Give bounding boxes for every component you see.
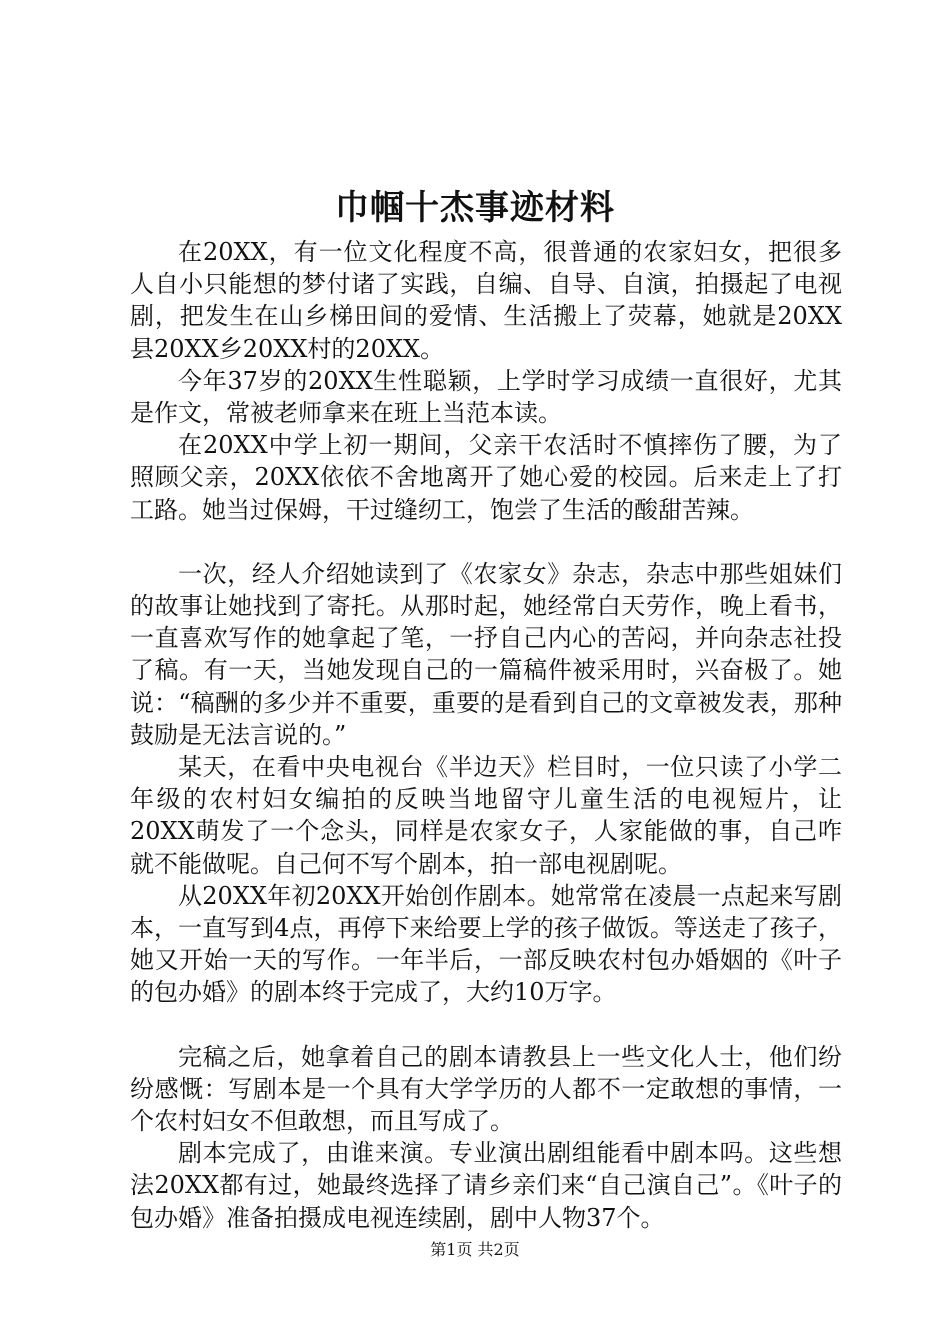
paragraph: 今年37岁的20XX生性聪颖，上学时学习成绩一直很好，尤其是作文，常被老师拿来在班上当范本读。 <box>130 366 842 428</box>
paragraph: 在20XX，有一位文化程度不高，很普通的农家妇女，把很多人自小只能想的梦付诸了实践，自编、自导、自演，拍摄起了电视剧，把发生在山乡梯田间的爱情、生活搬上了荧幕，她就是20XX县20XX乡20XX村的20XX。 <box>130 238 842 363</box>
paragraph: 从20XX年初20XX开始创作剧本。她常常在凌晨一点起来写剧本，一直写到4点，再停下来给要上学的孩子做饭。等送走了孩子，她又开始一天的写作。一年半后，一部反映农村包办婚姻的《叶子的包办婚》的剧本终于完成了，大约10万字。 <box>130 881 842 1007</box>
paragraph: 完稿之后，她拿着自己的剧本请教县上一些文化人士，他们纷纷感慨：写剧本是一个具有大学学历的人都不一定敢想的事情，一个农村妇女不但敢想，而且写成了。 <box>130 1042 842 1136</box>
paragraph: 在20XX中学上初一期间，父亲干农活时不慎摔伤了腰，为了照顾父亲，20XX依依不舍地离开了她心爱的校园。后来走上了打工路。她当过保姆，干过缝纫工，饱尝了生活的酸甜苦辣。 <box>130 431 842 524</box>
document-body <box>130 236 842 1234</box>
paragraph: 某天，在看中央电视台《半边天》栏目时，一位只读了小学二年级的农村妇女编拍的反映当地留守儿童生活的电视短片，让20XX萌发了一个念头，同样是农家女子，人家能做的事，自己咋就不能做呢。自己何不写个剧本，拍一部电视剧呢。 <box>130 753 842 878</box>
paragraph: 剧本完成了，由谁来演。专业演出剧组能看中剧本吗。这些想法20XX都有过，她最终选择了请乡亲们来“自己演自己”。《叶子的包办婚》准备拍摄成电视连续剧，剧中人物37个。 <box>130 1139 842 1232</box>
page-number-footer: 第1页 共2页 <box>430 1240 520 1259</box>
document-title: 巾帼十杰事迹材料 <box>335 188 615 228</box>
paragraph: 一次，经人介绍她读到了《农家女》杂志，杂志中那些姐妹们的故事让她找到了寄托。从那时起，她经常白天劳作，晚上看书，一直喜欢写作的她拿起了笔，一抒自己内心的苦闷，并向杂志社投了稿。有一天，当她发现自己的一篇稿件被采用时，兴奋极了。她说：“稿酬的多少并不重要，重要的是看到自己的文章被发表，那种鼓励是无法言说的。” <box>130 559 842 749</box>
